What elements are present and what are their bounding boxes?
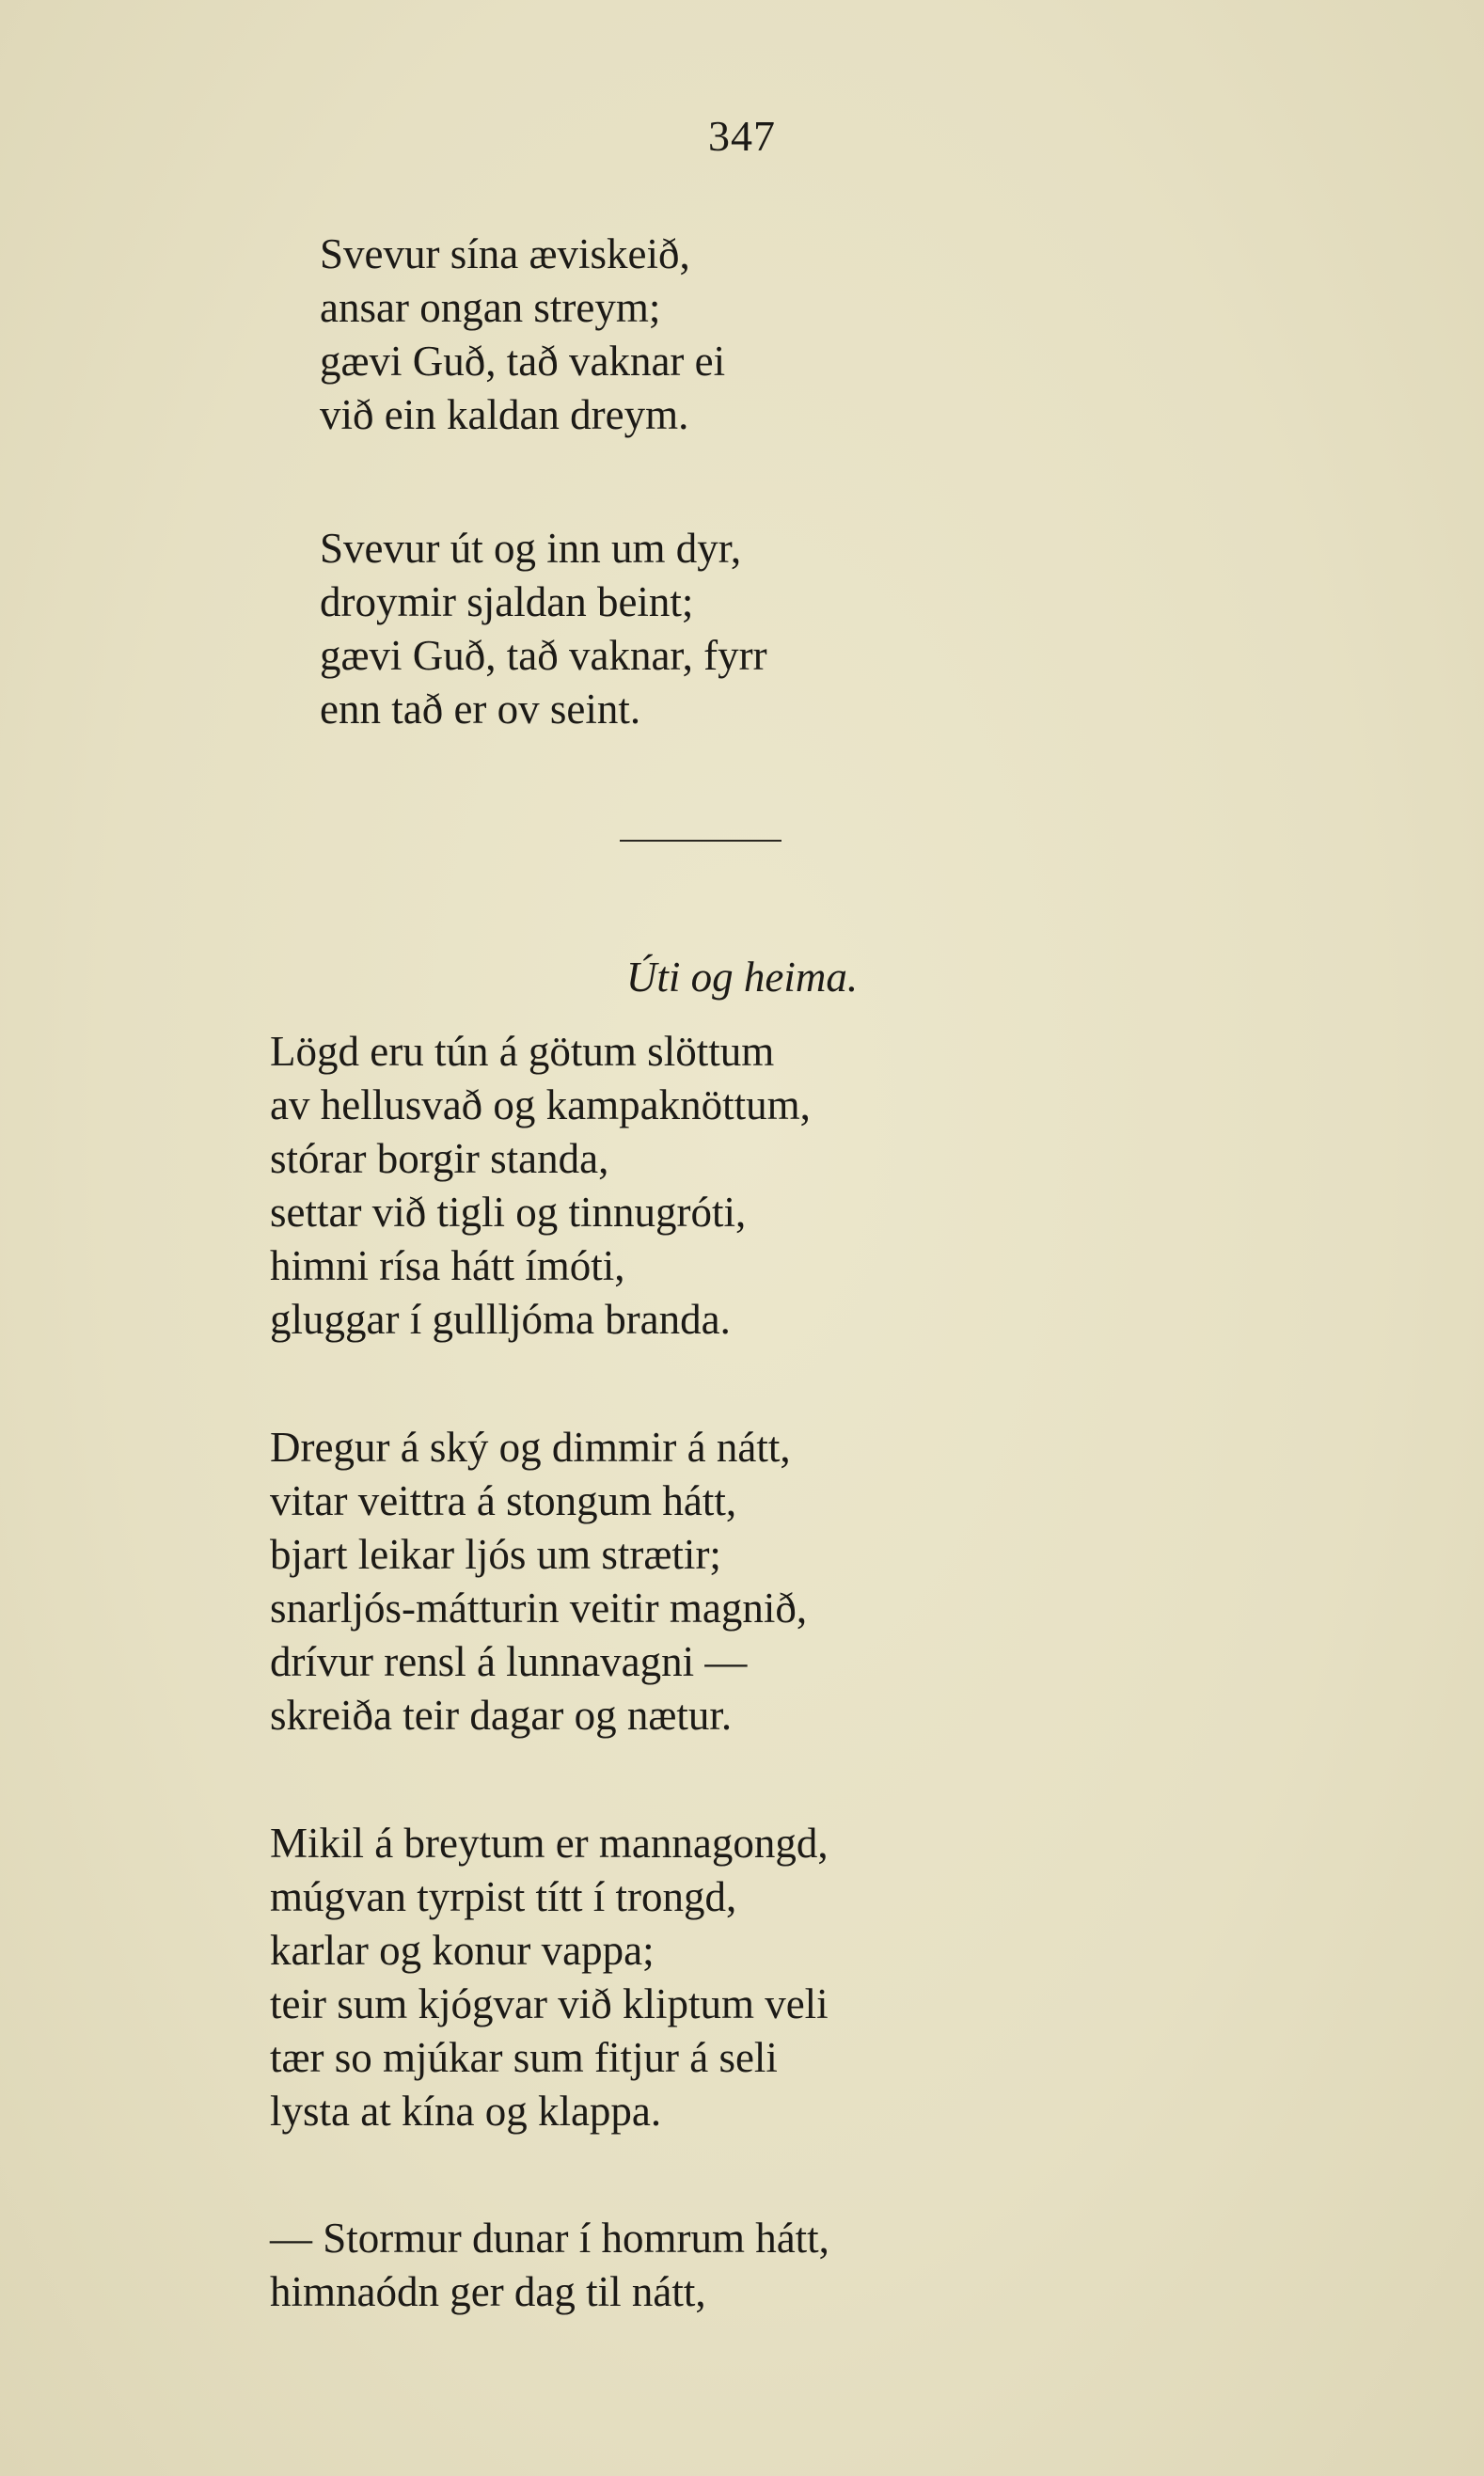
verse-line: himnaódn ger dag til nátt, xyxy=(270,2268,706,2315)
verse-line: lysta at kína og klappa. xyxy=(270,2088,662,2135)
verse-line: gævi Guð, tað vaknar ei xyxy=(320,338,726,385)
verse-line: Dregur á ský og dimmir á nátt, xyxy=(270,1424,791,1471)
verse-line: settar við tigli og tinnugróti, xyxy=(270,1189,747,1236)
verse-line: ansar ongan streym; xyxy=(320,284,661,331)
verse-line: droymir sjaldan beint; xyxy=(320,578,694,625)
verse-line: Mikil á breytum er mannagongd, xyxy=(270,1820,829,1867)
poem-stanza-4 xyxy=(270,2212,829,2319)
verse-line: av hellusvað og kampaknöttum, xyxy=(270,1081,811,1128)
verse-line: gævi Guð, tað vaknar, fyrr xyxy=(320,632,767,679)
verse-line: Lögd eru tún á götum slöttum xyxy=(270,1028,775,1075)
verse-line: skreiða teir dagar og nætur. xyxy=(270,1692,733,1739)
verse-line: karlar og konur vappa; xyxy=(270,1927,655,1974)
verse-line: drívur rensl á lunnavagni — xyxy=(270,1638,748,1685)
verse-line: Svevur sína æviskeið, xyxy=(320,230,690,277)
verse-line: — Stormur dunar í homrum hátt, xyxy=(270,2215,829,2262)
verse-line: bjart leikar ljós um strætir; xyxy=(270,1531,721,1578)
stanza-top-1 xyxy=(320,228,725,442)
verse-line: við ein kaldan dreym. xyxy=(320,391,689,438)
verse-line: stórar borgir standa, xyxy=(270,1135,609,1182)
verse-line: vitar veittra á stongum hátt, xyxy=(270,1477,737,1524)
verse-line: tær so mjúkar sum fitjur á seli xyxy=(270,2034,778,2081)
verse-line: múgvan tyrpist títt í trongd, xyxy=(270,1873,737,1920)
section-divider xyxy=(620,840,781,842)
verse-line: teir sum kjógvar við kliptum veli xyxy=(270,1980,829,2027)
verse-line: gluggar í gullljóma branda. xyxy=(270,1296,731,1343)
poem-stanza-1 xyxy=(270,1025,811,1347)
poem-stanza-3 xyxy=(270,1817,829,2138)
verse-line: enn tað er ov seint. xyxy=(320,686,641,733)
poem-stanza-2 xyxy=(270,1421,807,1743)
poem-title: Úti og heima. xyxy=(625,954,859,1001)
stanza-top-2 xyxy=(320,522,767,736)
verse-line: Svevur út og inn um dyr, xyxy=(320,525,742,572)
verse-line: snarljós-mátturin veitir magnið, xyxy=(270,1585,808,1632)
verse-line: himni rísa hátt ímóti, xyxy=(270,1242,625,1289)
page-number: 347 xyxy=(708,112,776,160)
